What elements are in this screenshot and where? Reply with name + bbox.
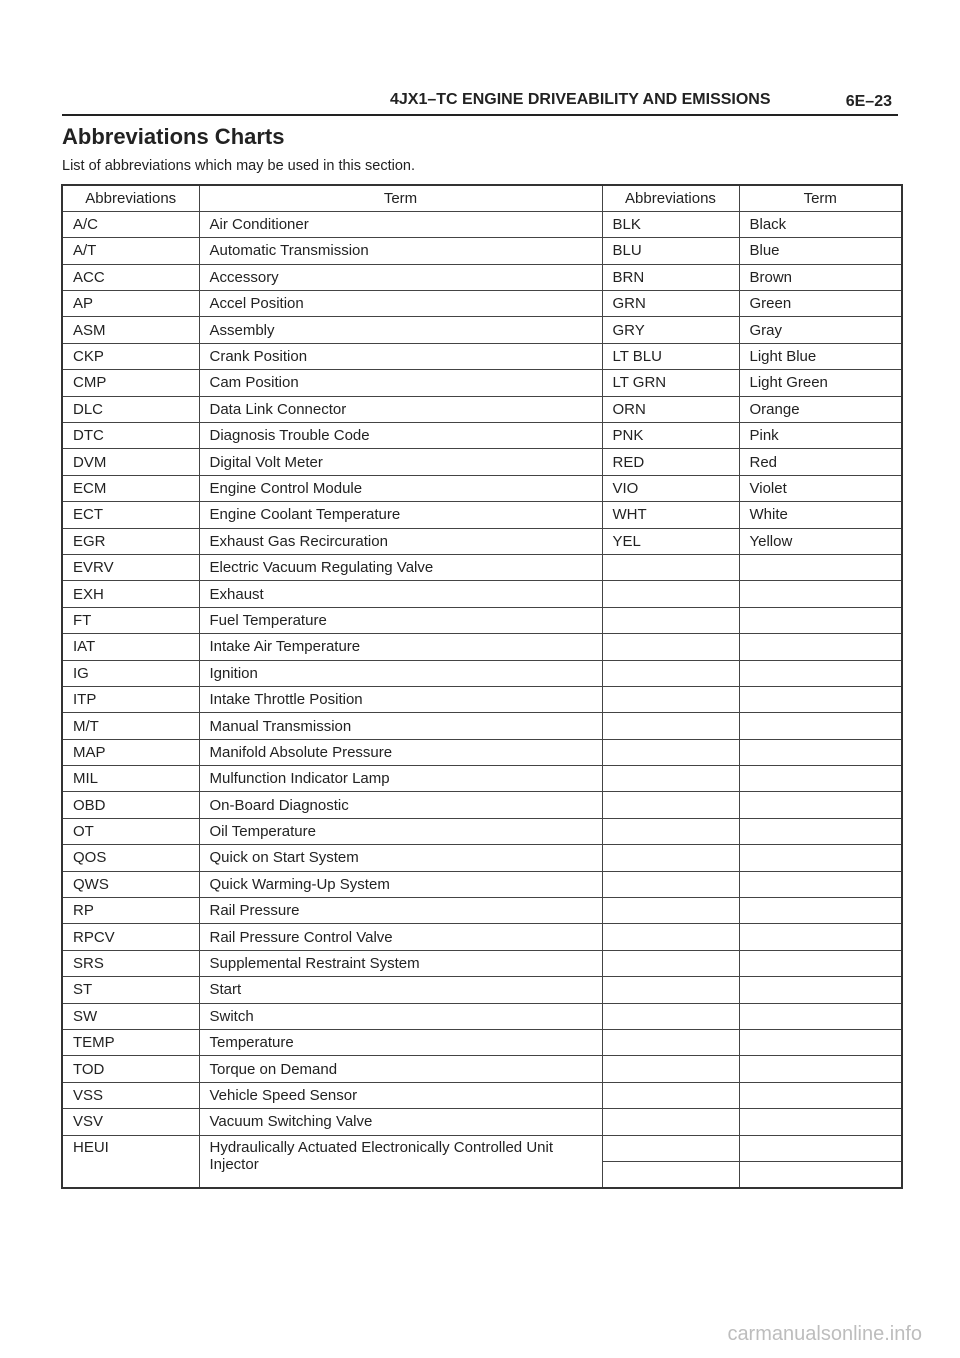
abbreviation-cell: HEUI bbox=[62, 1135, 199, 1188]
term-cell: Exhaust Gas Recircuration bbox=[199, 528, 602, 554]
abbreviation-cell bbox=[602, 871, 739, 897]
abbreviation-cell: IG bbox=[62, 660, 199, 686]
abbreviation-cell bbox=[602, 792, 739, 818]
abbreviation-cell: GRY bbox=[602, 317, 739, 343]
table-row-last bbox=[62, 1135, 902, 1161]
table-header-row bbox=[62, 185, 902, 211]
term-cell: Pink bbox=[739, 423, 902, 449]
table-row bbox=[62, 502, 902, 528]
table-row bbox=[62, 1003, 902, 1029]
table-row bbox=[62, 291, 902, 317]
abbreviation-cell: SW bbox=[62, 1003, 199, 1029]
abbreviation-cell: MAP bbox=[62, 739, 199, 765]
abbreviation-cell: BRN bbox=[602, 264, 739, 290]
abbreviation-cell: BLU bbox=[602, 238, 739, 264]
term-cell bbox=[739, 977, 902, 1003]
term-cell bbox=[739, 898, 902, 924]
column-header: Abbreviations bbox=[602, 185, 739, 211]
table-row bbox=[62, 370, 902, 396]
intro-text: List of abbreviations which may be used in this section. bbox=[62, 158, 416, 174]
term-cell: Ignition bbox=[199, 660, 602, 686]
term-cell: Data Link Connector bbox=[199, 396, 602, 422]
term-cell: Accel Position bbox=[199, 291, 602, 317]
abbreviation-cell: QOS bbox=[62, 845, 199, 871]
abbreviation-cell bbox=[602, 1003, 739, 1029]
table-row bbox=[62, 766, 902, 792]
term-cell bbox=[739, 607, 902, 633]
abbreviation-cell bbox=[602, 1109, 739, 1135]
term-cell: Digital Volt Meter bbox=[199, 449, 602, 475]
abbreviation-cell bbox=[602, 977, 739, 1003]
abbreviation-cell: ORN bbox=[602, 396, 739, 422]
table-row bbox=[62, 898, 902, 924]
abbreviation-cell: TOD bbox=[62, 1056, 199, 1082]
table-row bbox=[62, 950, 902, 976]
term-cell bbox=[739, 686, 902, 712]
table-row bbox=[62, 660, 902, 686]
table-row bbox=[62, 977, 902, 1003]
abbreviation-cell: RP bbox=[62, 898, 199, 924]
term-cell: Black bbox=[739, 211, 902, 237]
table-row bbox=[62, 317, 902, 343]
table-row bbox=[62, 423, 902, 449]
abbreviation-cell: SRS bbox=[62, 950, 199, 976]
term-cell bbox=[739, 660, 902, 686]
column-header: Term bbox=[739, 185, 902, 211]
term-cell: Temperature bbox=[199, 1030, 602, 1056]
page-number: 6E–23 bbox=[845, 93, 892, 110]
table-row bbox=[62, 554, 902, 580]
term-cell: Red bbox=[739, 449, 902, 475]
term-cell: Diagnosis Trouble Code bbox=[199, 423, 602, 449]
abbreviation-cell: FT bbox=[62, 607, 199, 633]
term-cell bbox=[739, 845, 902, 871]
table-row bbox=[62, 211, 902, 237]
term-cell bbox=[739, 950, 902, 976]
abbreviation-cell bbox=[602, 713, 739, 739]
term-cell bbox=[739, 1030, 902, 1056]
term-cell: Light Blue bbox=[739, 343, 902, 369]
table-row bbox=[62, 1082, 902, 1108]
abbreviation-cell-empty bbox=[602, 1161, 739, 1187]
abbreviation-cell: ECM bbox=[62, 475, 199, 501]
abbreviation-cell bbox=[602, 1082, 739, 1108]
abbreviation-cell bbox=[602, 686, 739, 712]
table-row bbox=[62, 739, 902, 765]
term-cell-empty bbox=[739, 1161, 902, 1187]
term-cell: Violet bbox=[739, 475, 902, 501]
table-row bbox=[62, 528, 902, 554]
term-cell: White bbox=[739, 502, 902, 528]
abbreviation-cell: CMP bbox=[62, 370, 199, 396]
term-cell: Torque on Demand bbox=[199, 1056, 602, 1082]
term-cell: Vehicle Speed Sensor bbox=[199, 1082, 602, 1108]
term-cell: Gray bbox=[739, 317, 902, 343]
term-cell bbox=[739, 554, 902, 580]
term-cell bbox=[739, 766, 902, 792]
abbreviation-cell: ITP bbox=[62, 686, 199, 712]
table-row bbox=[62, 607, 902, 633]
term-cell: Hydraulically Actuated Electronically Controlled Unit Injector bbox=[199, 1135, 602, 1188]
abbreviation-cell bbox=[602, 845, 739, 871]
table-row bbox=[62, 818, 902, 844]
abbreviation-cell bbox=[602, 1056, 739, 1082]
term-cell: Crank Position bbox=[199, 343, 602, 369]
term-cell: Fuel Temperature bbox=[199, 607, 602, 633]
term-cell bbox=[739, 1003, 902, 1029]
term-cell: Oil Temperature bbox=[199, 818, 602, 844]
abbreviation-cell: LT BLU bbox=[602, 343, 739, 369]
term-cell: Engine Control Module bbox=[199, 475, 602, 501]
abbreviation-cell bbox=[602, 950, 739, 976]
term-cell-empty bbox=[739, 1135, 902, 1161]
abbreviation-cell: GRN bbox=[602, 291, 739, 317]
table-row bbox=[62, 924, 902, 950]
table-row bbox=[62, 871, 902, 897]
abbreviation-cell: BLK bbox=[602, 211, 739, 237]
abbreviation-cell: MIL bbox=[62, 766, 199, 792]
abbreviation-cell-empty bbox=[602, 1135, 739, 1161]
term-cell bbox=[739, 713, 902, 739]
abbreviation-cell: DTC bbox=[62, 423, 199, 449]
term-cell: Accessory bbox=[199, 264, 602, 290]
abbreviation-cell: ST bbox=[62, 977, 199, 1003]
abbreviation-cell: WHT bbox=[602, 502, 739, 528]
table-row bbox=[62, 238, 902, 264]
term-cell: Switch bbox=[199, 1003, 602, 1029]
abbreviation-cell bbox=[602, 898, 739, 924]
abbreviation-cell: VIO bbox=[602, 475, 739, 501]
table-row bbox=[62, 343, 902, 369]
abbreviation-cell: A/C bbox=[62, 211, 199, 237]
abbreviation-cell bbox=[602, 660, 739, 686]
abbreviation-cell: TEMP bbox=[62, 1030, 199, 1056]
table-row bbox=[62, 449, 902, 475]
abbreviation-cell: LT GRN bbox=[602, 370, 739, 396]
term-cell: Engine Coolant Temperature bbox=[199, 502, 602, 528]
term-cell: Manifold Absolute Pressure bbox=[199, 739, 602, 765]
table-row bbox=[62, 396, 902, 422]
table-row bbox=[62, 1056, 902, 1082]
abbreviation-cell bbox=[602, 739, 739, 765]
section-title: 4JX1–TC ENGINE DRIVEABILITY AND EMISSIONS bbox=[390, 91, 771, 108]
term-cell: Vacuum Switching Valve bbox=[199, 1109, 602, 1135]
term-cell: Rail Pressure Control Valve bbox=[199, 924, 602, 950]
abbreviation-cell: DLC bbox=[62, 396, 199, 422]
abbreviation-cell: DVM bbox=[62, 449, 199, 475]
term-cell: Automatic Transmission bbox=[199, 238, 602, 264]
table-row bbox=[62, 713, 902, 739]
abbreviation-cell: EVRV bbox=[62, 554, 199, 580]
column-header: Abbreviations bbox=[62, 185, 199, 211]
term-cell: On-Board Diagnostic bbox=[199, 792, 602, 818]
term-cell bbox=[739, 739, 902, 765]
abbreviation-cell: AP bbox=[62, 291, 199, 317]
abbreviation-cell: EGR bbox=[62, 528, 199, 554]
page-header bbox=[62, 88, 898, 116]
term-cell: Manual Transmission bbox=[199, 713, 602, 739]
table-row bbox=[62, 792, 902, 818]
abbreviation-cell bbox=[602, 818, 739, 844]
term-cell: Light Green bbox=[739, 370, 902, 396]
term-cell bbox=[739, 1109, 902, 1135]
abbreviations-table bbox=[61, 184, 903, 1189]
term-cell: Intake Throttle Position bbox=[199, 686, 602, 712]
term-cell bbox=[739, 871, 902, 897]
abbreviation-cell: M/T bbox=[62, 713, 199, 739]
term-cell: Mulfunction Indicator Lamp bbox=[199, 766, 602, 792]
term-cell: Exhaust bbox=[199, 581, 602, 607]
term-cell: Green bbox=[739, 291, 902, 317]
abbreviation-cell bbox=[602, 634, 739, 660]
abbreviation-cell: PNK bbox=[602, 423, 739, 449]
term-cell: Yellow bbox=[739, 528, 902, 554]
abbreviation-cell: YEL bbox=[602, 528, 739, 554]
term-cell bbox=[739, 818, 902, 844]
abbreviation-cell bbox=[602, 766, 739, 792]
term-cell: Assembly bbox=[199, 317, 602, 343]
abbreviation-cell bbox=[602, 607, 739, 633]
abbreviation-cell: RED bbox=[602, 449, 739, 475]
term-cell: Electric Vacuum Regulating Valve bbox=[199, 554, 602, 580]
term-cell bbox=[739, 1082, 902, 1108]
term-cell: Start bbox=[199, 977, 602, 1003]
abbreviation-cell: ECT bbox=[62, 502, 199, 528]
table-row bbox=[62, 264, 902, 290]
term-cell: Cam Position bbox=[199, 370, 602, 396]
abbreviation-cell: ASM bbox=[62, 317, 199, 343]
table-row bbox=[62, 581, 902, 607]
term-cell: Orange bbox=[739, 396, 902, 422]
abbreviation-cell: RPCV bbox=[62, 924, 199, 950]
term-cell bbox=[739, 924, 902, 950]
term-cell: Brown bbox=[739, 264, 902, 290]
abbreviation-cell: IAT bbox=[62, 634, 199, 660]
table-row bbox=[62, 1030, 902, 1056]
abbreviation-cell bbox=[602, 581, 739, 607]
abbreviation-cell: OBD bbox=[62, 792, 199, 818]
abbreviation-cell: CKP bbox=[62, 343, 199, 369]
abbreviation-cell bbox=[602, 924, 739, 950]
term-cell: Quick on Start System bbox=[199, 845, 602, 871]
table-row bbox=[62, 475, 902, 501]
abbreviation-cell: OT bbox=[62, 818, 199, 844]
abbreviation-cell bbox=[602, 554, 739, 580]
term-cell: Blue bbox=[739, 238, 902, 264]
term-cell: Quick Warming-Up System bbox=[199, 871, 602, 897]
watermark: carmanualsonline.info bbox=[727, 1323, 922, 1345]
term-cell bbox=[739, 634, 902, 660]
page-title: Abbreviations Charts bbox=[62, 124, 285, 149]
abbreviation-cell: VSV bbox=[62, 1109, 199, 1135]
abbreviation-cell: VSS bbox=[62, 1082, 199, 1108]
abbreviation-cell: QWS bbox=[62, 871, 199, 897]
term-cell bbox=[739, 581, 902, 607]
term-cell: Supplemental Restraint System bbox=[199, 950, 602, 976]
term-cell: Air Conditioner bbox=[199, 211, 602, 237]
table-row bbox=[62, 1109, 902, 1135]
term-cell: Rail Pressure bbox=[199, 898, 602, 924]
term-cell bbox=[739, 1056, 902, 1082]
abbreviation-cell bbox=[602, 1030, 739, 1056]
term-cell: Intake Air Temperature bbox=[199, 634, 602, 660]
abbreviation-cell: EXH bbox=[62, 581, 199, 607]
term-cell bbox=[739, 792, 902, 818]
abbreviation-cell: A/T bbox=[62, 238, 199, 264]
table-row bbox=[62, 634, 902, 660]
table-row bbox=[62, 845, 902, 871]
abbreviation-cell: ACC bbox=[62, 264, 199, 290]
column-header: Term bbox=[199, 185, 602, 211]
table-row bbox=[62, 686, 902, 712]
